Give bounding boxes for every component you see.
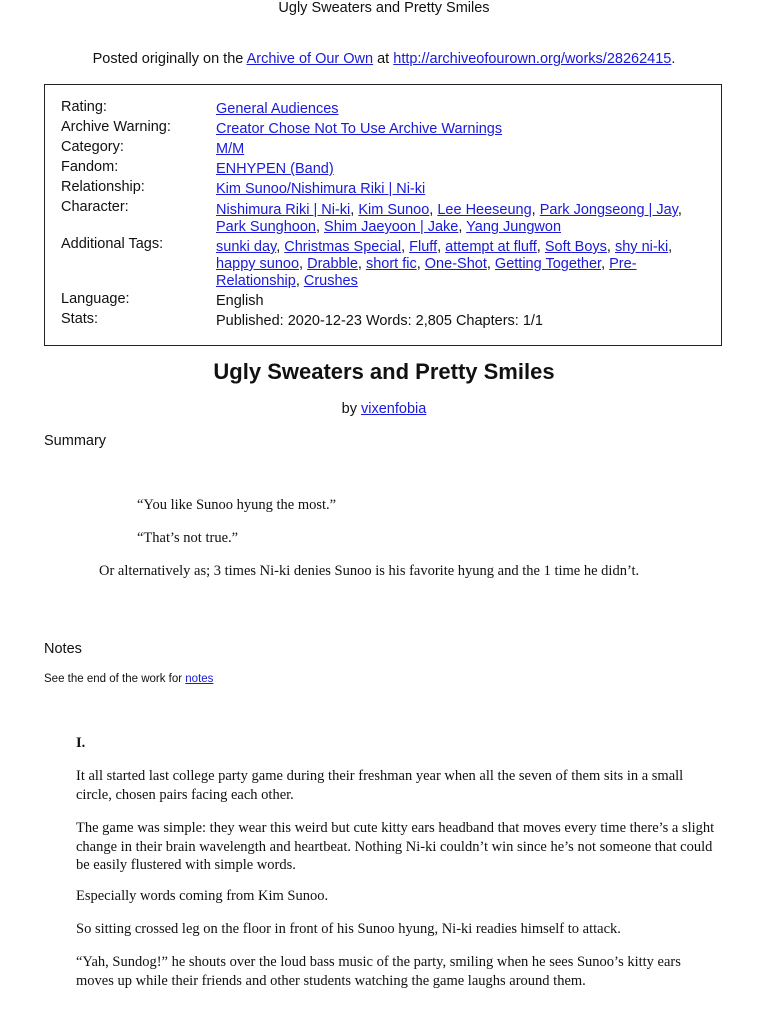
relationship-link[interactable]: Kim Sunoo/Nishimura Riki | Ni-ki bbox=[216, 181, 426, 197]
fandom-label: Fandom: bbox=[61, 159, 119, 175]
work-title: Ugly Sweaters and Pretty Smiles bbox=[213, 359, 555, 384]
tag-link[interactable]: attempt at fluff bbox=[445, 239, 537, 255]
chapter-number: I. bbox=[76, 735, 86, 751]
work-url-link[interactable]: http://archiveofourown.org/works/28262415 bbox=[393, 51, 672, 67]
byline bbox=[0, 401, 768, 417]
metadata-box bbox=[44, 84, 722, 346]
stats-value: Published: 2020-12-23 Words: 2,805 Chapters: 1/1 bbox=[216, 313, 543, 329]
character-link[interactable]: Lee Heeseung bbox=[437, 202, 532, 218]
character-link[interactable]: Park Sunghoon bbox=[216, 219, 316, 235]
rating-link[interactable]: General Audiences bbox=[216, 101, 339, 117]
tag-list: sunki day, Christmas Special, Fluff, attempt at fluff, Soft Boys, shy ni-ki, happy sunoo, Drabble, short fic, One-Shot, Getting Together, Pre-Relationship, Crushes bbox=[216, 239, 673, 289]
notes-text bbox=[44, 673, 213, 685]
tags-label: Additional Tags: bbox=[61, 236, 164, 252]
tag-link[interactable]: Getting Together bbox=[494, 256, 602, 272]
character-label: Character: bbox=[61, 199, 129, 215]
tag-link[interactable]: sunki day bbox=[216, 239, 277, 255]
body-paragraph: “Yah, Sundog!” he shouts over the loud bass music of the party, smiling when he sees Sunoo’s kitty ears moves up while their friends and other students watching the game laughs around them. bbox=[76, 954, 681, 989]
author-link[interactable]: vixenfobia bbox=[361, 401, 427, 417]
notes-prefix: See the end of the work for bbox=[44, 673, 186, 685]
character-link[interactable]: Yang Jungwon bbox=[466, 219, 562, 235]
body-paragraph: So sitting crossed leg on the floor in front of his Sunoo hyung, Ni-ki readies himself to attack. bbox=[76, 921, 621, 937]
character-link[interactable]: Park Jongseong | Jay bbox=[539, 202, 678, 218]
posted-line bbox=[0, 51, 768, 67]
summary-paragraph: Or alternatively as; 3 times Ni-ki denies Sunoo is his favorite hyung and the 1 time he didn’t. bbox=[99, 563, 640, 579]
body-paragraph: It all started last college party game during their freshman year when all the seven of them sits in a small circle, chosen pairs facing each other. bbox=[76, 768, 684, 803]
character-link[interactable]: Shim Jaeyoon | Jake bbox=[324, 219, 459, 235]
tag-link[interactable]: Crushes bbox=[303, 273, 358, 289]
relationship-label: Relationship: bbox=[61, 179, 145, 195]
tag-link[interactable]: Christmas Special bbox=[284, 239, 402, 255]
tag-link[interactable]: happy sunoo bbox=[216, 256, 300, 272]
warning-label: Archive Warning: bbox=[61, 119, 171, 135]
rating-label: Rating: bbox=[61, 99, 107, 115]
document-header-title: Ugly Sweaters and Pretty Smiles bbox=[278, 0, 490, 16]
tag-link[interactable]: One-Shot bbox=[424, 256, 487, 272]
archive-link[interactable]: Archive of Our Own bbox=[246, 51, 374, 67]
category-link[interactable]: M/M bbox=[216, 141, 245, 157]
body-paragraph: Especially words coming from Kim Sunoo. bbox=[76, 888, 329, 904]
character-link[interactable]: Nishimura Riki | Ni-ki bbox=[216, 202, 351, 218]
stats-label: Stats: bbox=[61, 311, 99, 327]
tag-link[interactable]: shy ni-ki bbox=[614, 239, 669, 255]
tag-link[interactable]: Pre-Relationship bbox=[216, 256, 637, 289]
by-text: by bbox=[341, 401, 362, 417]
notes-link[interactable]: notes bbox=[185, 673, 214, 685]
language-label: Language: bbox=[61, 291, 130, 307]
character-link[interactable]: Kim Sunoo bbox=[358, 202, 430, 218]
category-label: Category: bbox=[61, 139, 124, 155]
summary-line: “You like Sunoo hyung the most.” bbox=[137, 497, 337, 513]
character-list: Nishimura Riki | Ni-ki, Kim Sunoo, Lee Heeseung, Park Jongseong | Jay, Park Sunghoon, Shim Jaeyoon | Jake, Yang Jungwon bbox=[216, 202, 682, 235]
tag-link[interactable]: Fluff bbox=[409, 239, 438, 255]
language-value: English bbox=[216, 293, 264, 309]
notes-heading: Notes bbox=[44, 641, 82, 657]
body-paragraph: The game was simple: they wear this weird but cute kitty ears headband that moves every time there’s a slight change in their brain wavelength and heartbeat. Nothing Ni-ki couldn’t win since he’s not someone that could be easily flustered with simple words. bbox=[76, 820, 715, 873]
tag-link[interactable]: Drabble bbox=[307, 256, 358, 272]
posted-prefix: Posted originally on the bbox=[92, 51, 247, 67]
summary-line: “That’s not true.” bbox=[137, 530, 239, 546]
at-text: at bbox=[373, 51, 394, 67]
summary-heading: Summary bbox=[44, 433, 107, 449]
tag-link[interactable]: short fic bbox=[365, 256, 417, 272]
period: . bbox=[671, 51, 676, 67]
tag-link[interactable]: Soft Boys bbox=[544, 239, 607, 255]
fandom-link[interactable]: ENHYPEN (Band) bbox=[216, 161, 334, 177]
warning-link[interactable]: Creator Chose Not To Use Archive Warnings bbox=[216, 121, 503, 137]
